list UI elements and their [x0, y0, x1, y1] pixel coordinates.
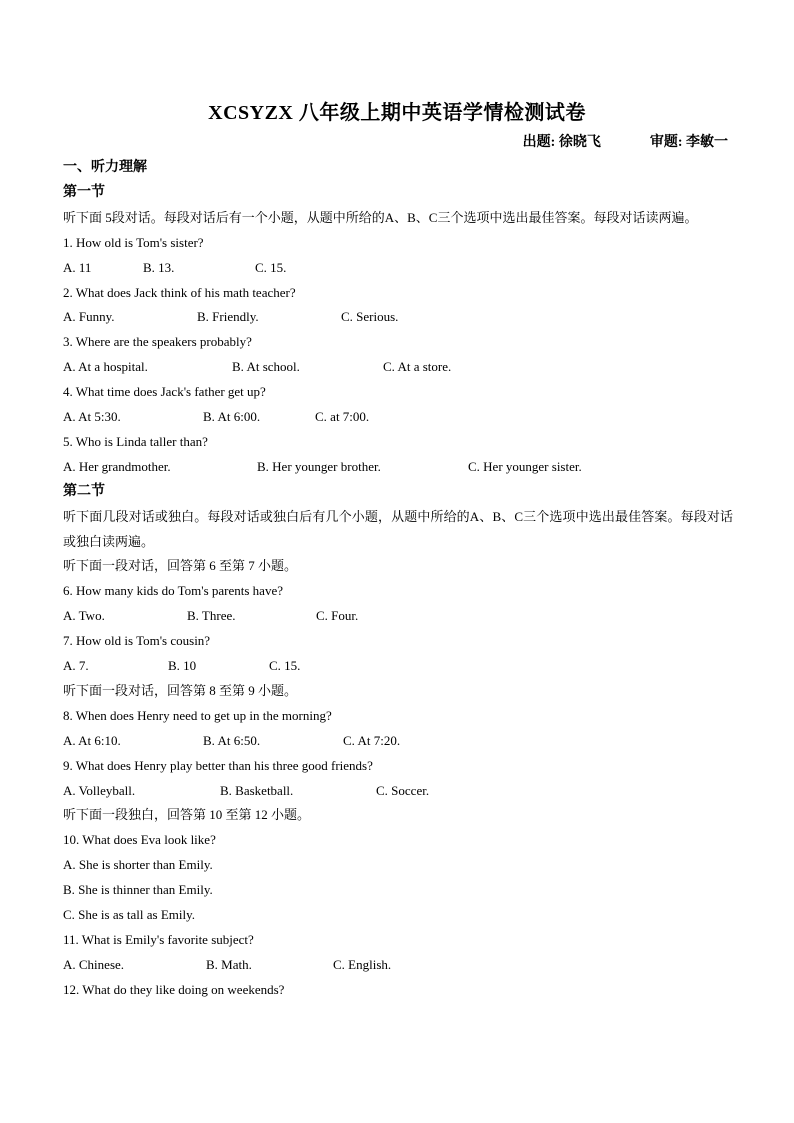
page-title: XCSYZX 八年级上期中英语学情检测试卷 [208, 102, 586, 124]
question-options [63, 455, 733, 480]
option-b: B. Math. [206, 956, 252, 972]
question-options [63, 779, 733, 804]
option-b: B. At school. [232, 359, 300, 375]
option-c: C. Serious. [341, 309, 399, 325]
section-instruction: 听下面 5段对话。每段对话后有一个小题，从题中所给的A、B、C三个选项中选出最佳答案。每段对话读两遍。 [63, 209, 698, 225]
option-a: A. 11 [63, 259, 92, 275]
section-heading: 第一节 [63, 184, 105, 200]
question-options [63, 654, 733, 679]
group-intro: 听下面一段对话，回答第 8 至第 9 小题。 [63, 682, 298, 698]
option-b: B. 13. [143, 259, 175, 275]
reviewer-label: 审题: [649, 135, 683, 150]
option-a: A. At a hospital. [63, 359, 148, 375]
question-text: 4. What time does Jack's father get up? [63, 384, 266, 400]
option-c: C. 15. [269, 658, 301, 674]
byline [523, 131, 728, 151]
part-heading: 一、听力理解 [63, 160, 147, 175]
group-intro: 听下面一段独白，回答第 10 至第 12 小题。 [63, 807, 311, 823]
option-a: A. Chinese. [63, 956, 125, 972]
option-b: B. Her younger brother. [257, 458, 381, 474]
question-options [63, 355, 733, 380]
option-a: A. Funny. [63, 309, 115, 325]
question-text: 12. What do they like doing on weekends? [63, 981, 285, 997]
exam-content [63, 156, 733, 1003]
question-text: 5. Who is Linda taller than? [63, 433, 208, 449]
option-b: B. Three. [187, 608, 236, 624]
option-a: A. 7. [63, 658, 89, 674]
question-text: 7. How old is Tom's cousin? [63, 633, 211, 649]
option-a: A. Her grandmother. [63, 458, 171, 474]
group-intro: 听下面一段对话，回答第 6 至第 7 小题。 [63, 558, 298, 574]
option-c: C. Soccer. [376, 782, 430, 798]
question-options [63, 405, 733, 430]
question-text: 2. What does Jack think of his math teacher? [63, 284, 296, 300]
option-a: A. Two. [63, 608, 105, 624]
question-text: 11. What is Emily's favorite subject? [63, 931, 254, 947]
option-b: B. 10 [168, 658, 197, 674]
option-b: B. Basketball. [220, 782, 294, 798]
setter-label: 出题: [522, 135, 556, 150]
question-options [63, 953, 733, 978]
setter-name: 徐晓飞 [558, 135, 601, 150]
option-a: A. She is shorter than Emily. [63, 857, 213, 873]
question-text: 1. How old is Tom's sister? [63, 234, 204, 250]
option-b: B. Friendly. [197, 309, 259, 325]
option-b: B. At 6:00. [203, 409, 261, 425]
option-b: B. At 6:50. [203, 732, 261, 748]
option-c: C. Four. [316, 608, 359, 624]
option-c: C. At a store. [383, 359, 452, 375]
question-options [63, 256, 733, 281]
reviewer-name: 李敏一 [686, 135, 728, 150]
question-options [63, 604, 733, 629]
option-c: C. 15. [255, 259, 287, 275]
section-instruction: 听下面几段对话或独白。每段对话或独白后有几个小题，从题中所给的A、B、C三个选项中选出最佳答案。每段对话或独白读两遍。 [63, 508, 733, 549]
option-a: A. At 5:30. [63, 409, 121, 425]
question-text: 8. When does Henry need to get up in the morning? [63, 707, 332, 723]
option-c: C. She is as tall as Emily. [63, 907, 196, 923]
option-c: C. English. [333, 956, 392, 972]
option-c: C. At 7:20. [343, 732, 401, 748]
question-text: 9. What does Henry play better than his three good friends? [63, 757, 373, 773]
question-options [63, 305, 733, 330]
option-a: A. At 6:10. [63, 732, 121, 748]
option-c: C. Her younger sister. [468, 458, 582, 474]
question-text: 6. How many kids do Tom's parents have? [63, 583, 283, 599]
option-b: B. She is thinner than Emily. [63, 882, 213, 898]
option-c: C. at 7:00. [315, 409, 370, 425]
question-options [63, 729, 733, 754]
section-heading: 第二节 [63, 483, 105, 499]
question-text: 3. Where are the speakers probably? [63, 334, 252, 350]
question-text: 10. What does Eva look like? [63, 832, 216, 848]
option-a: A. Volleyball. [63, 782, 136, 798]
